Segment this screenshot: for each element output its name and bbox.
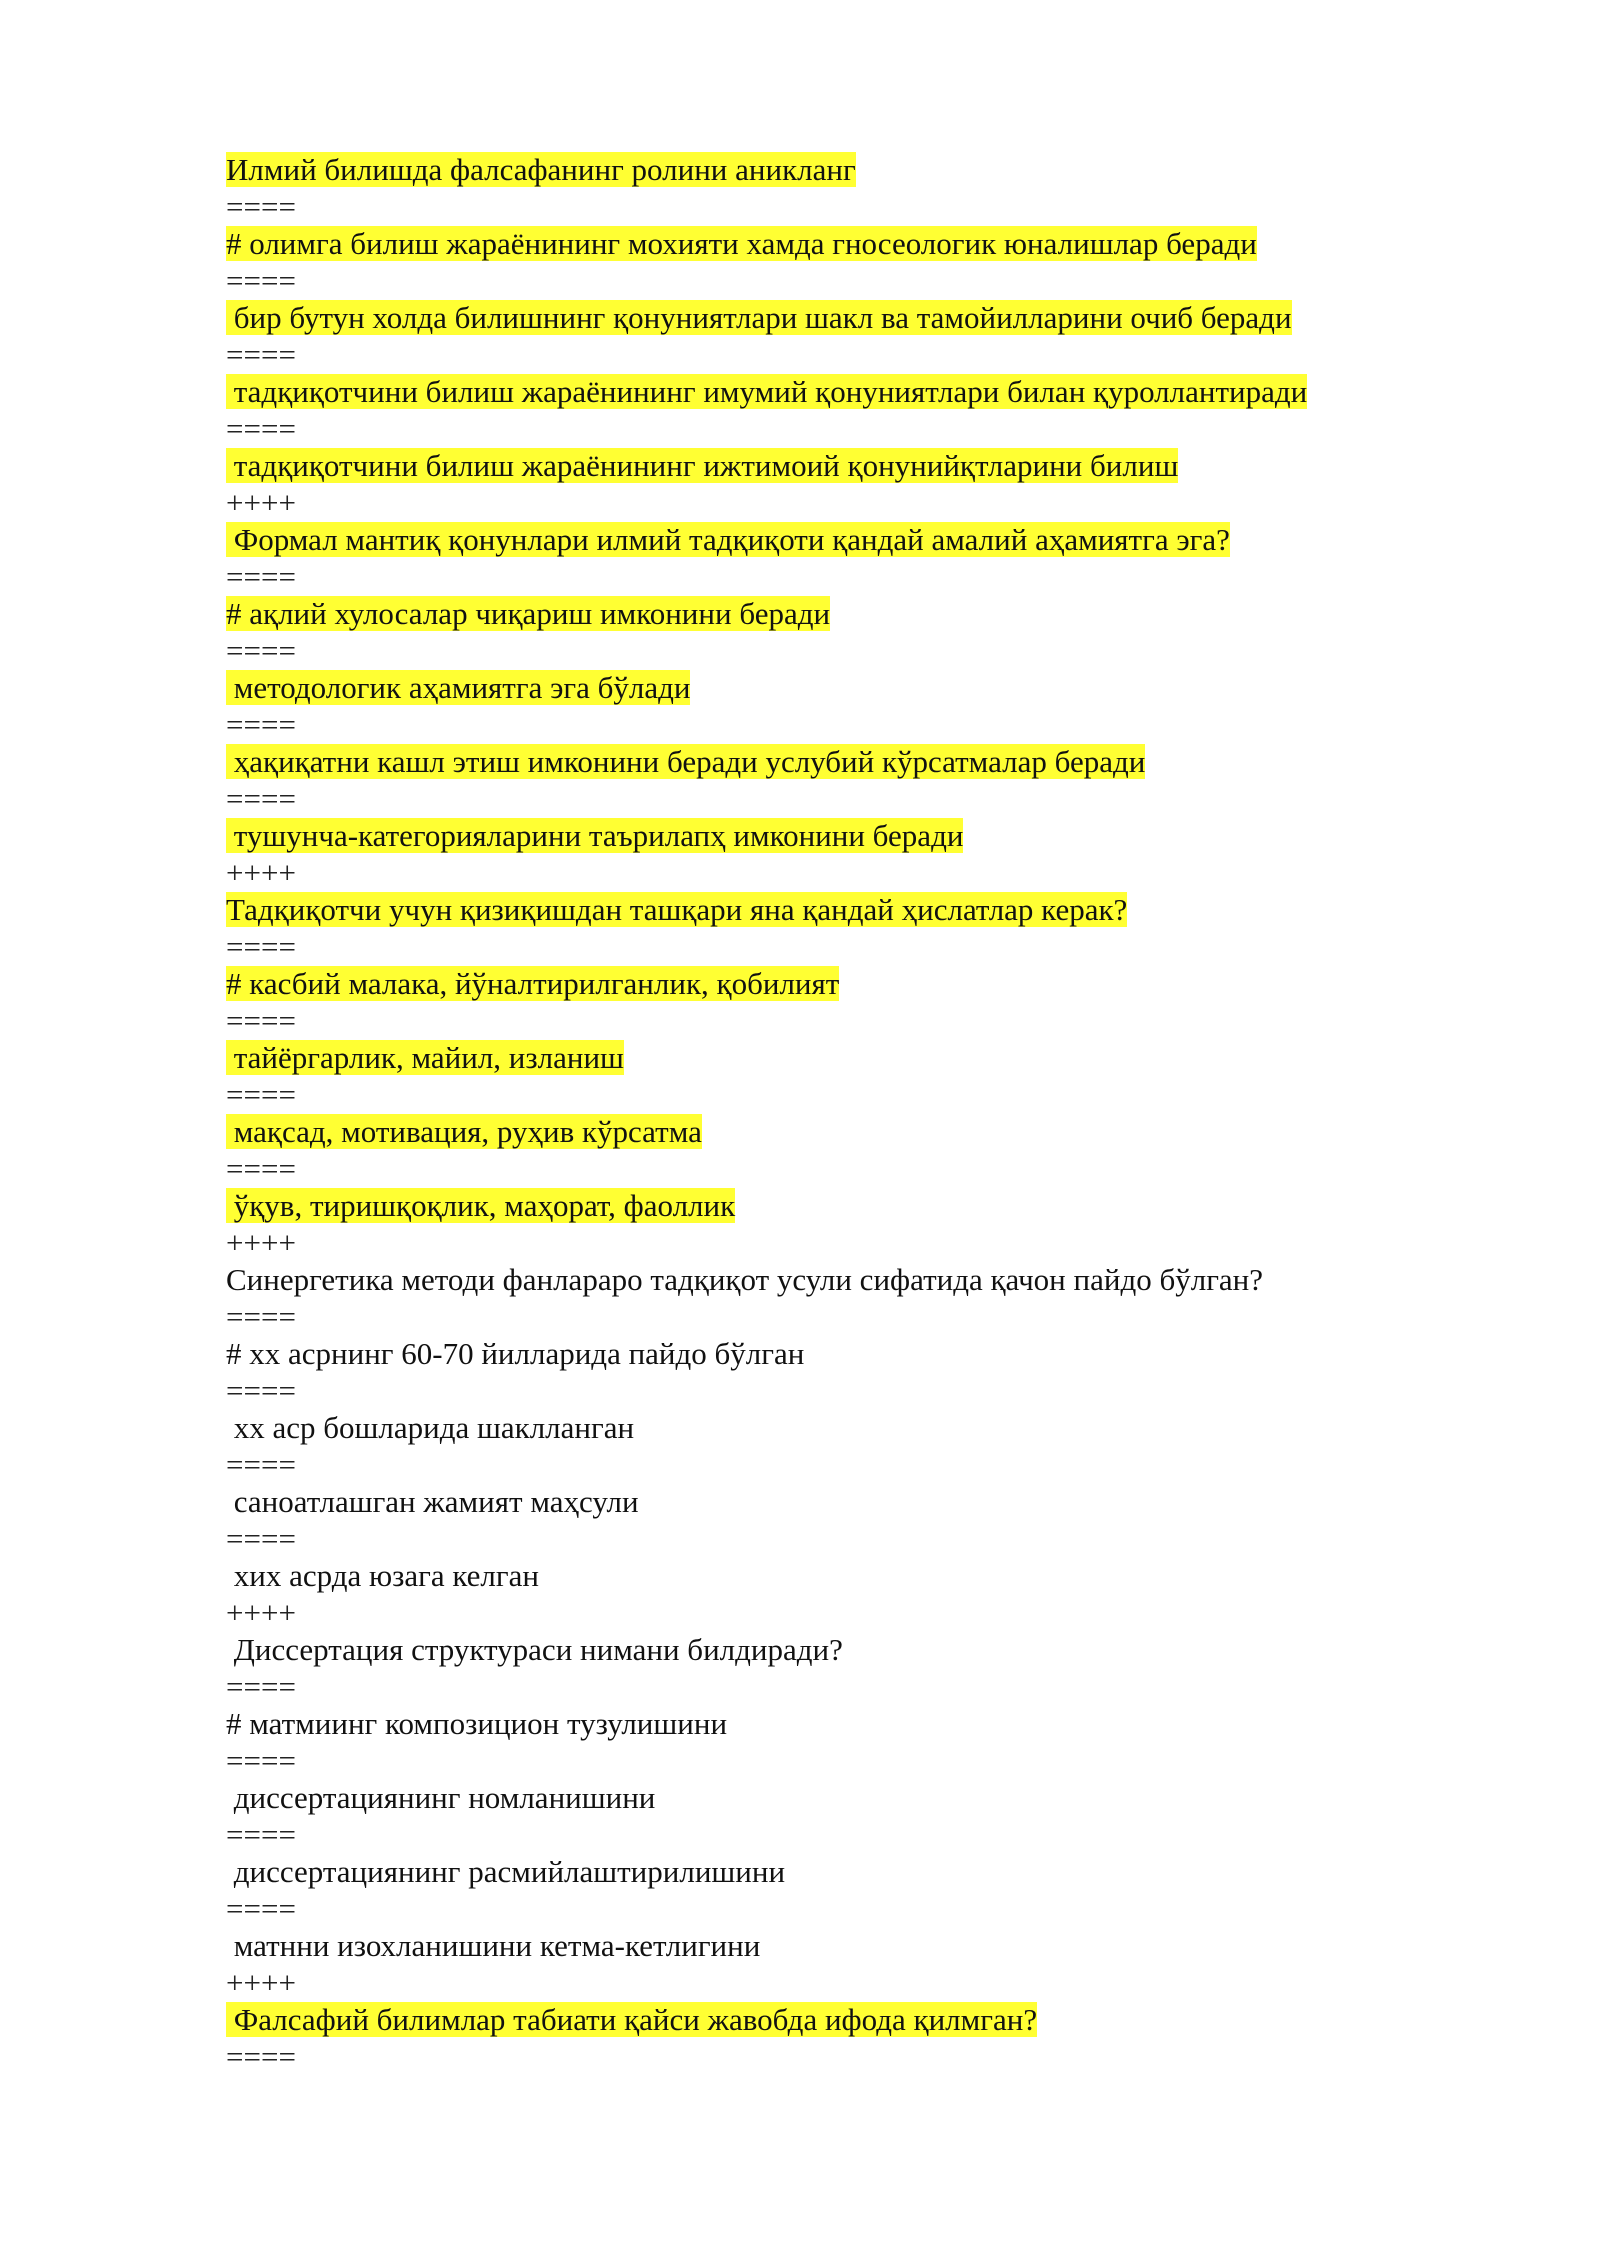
line-text: ҳақиқатни кашл этиш имконини беради услубий кўрсатмалар беради	[226, 744, 1146, 779]
line-text: Синергетика методи фанлараро тадқиқот усули сифатида қачон пайдо бўлган?	[226, 1262, 1264, 1297]
text-line	[226, 1927, 1426, 1964]
separator-line	[226, 1816, 1426, 1853]
text-line	[226, 521, 1426, 558]
separator-text: ====	[226, 1299, 296, 1334]
text-line	[226, 1853, 1426, 1890]
text-line	[226, 373, 1426, 410]
separator-line	[226, 262, 1426, 299]
separator-line	[226, 1076, 1426, 1113]
text-line	[226, 965, 1426, 1002]
separator-line	[226, 1668, 1426, 1705]
separator-text: ====	[226, 1447, 296, 1482]
line-text: Тадқиқотчи учун қизиқишдан ташқари яна қандай ҳислатлар керак?	[226, 892, 1128, 927]
text-line	[226, 1039, 1426, 1076]
separator-line	[226, 188, 1426, 225]
line-text: бир бутун холда билишнинг қонуниятлари шакл ва тамойилларини очиб беради	[226, 300, 1292, 335]
line-text: хих асрда юзага келган	[226, 1558, 539, 1593]
separator-line	[226, 336, 1426, 373]
line-text: ўқув, тиришқоқлик, маҳорат, фаоллик	[226, 1188, 736, 1223]
separator-line	[226, 632, 1426, 669]
text-line	[226, 891, 1426, 928]
separator-line	[226, 928, 1426, 965]
separator-line	[226, 484, 1426, 521]
separator-text: ====	[226, 781, 296, 816]
separator-line	[226, 1372, 1426, 1409]
line-text: тадқиқотчини билиш жараёнининг ижтимоий қонунийқтларини билиш	[226, 448, 1179, 483]
text-line	[226, 225, 1426, 262]
separator-text: ====	[226, 633, 296, 668]
text-line	[226, 447, 1426, 484]
separator-text: ====	[226, 337, 296, 372]
text-line	[226, 595, 1426, 632]
separator-text: ====	[226, 1669, 296, 1704]
text-line	[226, 743, 1426, 780]
separator-text: ====	[226, 1151, 296, 1186]
text-line	[226, 817, 1426, 854]
text-line	[226, 151, 1426, 188]
separator-text: ++++	[226, 1965, 296, 2000]
line-text: Фалсафий билимлар табиати қайси жавобда ифода қилмган?	[226, 2002, 1038, 2037]
separator-line	[226, 1002, 1426, 1039]
separator-text: ====	[226, 1891, 296, 1926]
text-line	[226, 1631, 1426, 1668]
separator-text: ====	[226, 263, 296, 298]
text-line	[226, 1335, 1426, 1372]
separator-line	[226, 854, 1426, 891]
separator-line	[226, 1224, 1426, 1261]
line-text: мақсад, мотивация, руҳив кўрсатма	[226, 1114, 702, 1149]
line-text: # ақлий хулосалар чиқариш имконини беради	[226, 596, 831, 631]
separator-line	[226, 1742, 1426, 1779]
text-line	[226, 1187, 1426, 1224]
separator-text: ====	[226, 1373, 296, 1408]
separator-line	[226, 1594, 1426, 1631]
document-body	[226, 151, 1426, 2075]
separator-line	[226, 558, 1426, 595]
line-text: матнни изохланишини кетма-кетлигини	[226, 1928, 761, 1963]
line-text: тушунча-категорияларини таърилапҳ имконини беради	[226, 818, 964, 853]
separator-line	[226, 1298, 1426, 1335]
text-line	[226, 2001, 1426, 2038]
separator-line	[226, 780, 1426, 817]
text-line	[226, 1557, 1426, 1594]
line-text: Формал мантиқ қонунлари илмий тадқиқоти қандай амалий аҳамиятга эга?	[226, 522, 1230, 557]
line-text: диссертациянинг расмийлаштирилишини	[226, 1854, 786, 1889]
line-text: саноатлашган жамият маҳсули	[226, 1484, 639, 1519]
line-text: тайёргарлик, майил, изланиш	[226, 1040, 624, 1075]
line-text: Илмий билишда фалсафанинг ролини аникланг	[226, 152, 856, 187]
separator-line	[226, 1890, 1426, 1927]
text-line	[226, 1113, 1426, 1150]
separator-line	[226, 1446, 1426, 1483]
separator-text: ====	[226, 929, 296, 964]
separator-text: ====	[226, 189, 296, 224]
separator-text: ====	[226, 1521, 296, 1556]
separator-line	[226, 1150, 1426, 1187]
line-text: хх аср бошларида шаклланган	[226, 1410, 635, 1445]
text-line	[226, 299, 1426, 336]
separator-text: ====	[226, 1003, 296, 1038]
separator-text: ====	[226, 707, 296, 742]
line-text: методологик аҳамиятга эга бўлади	[226, 670, 691, 705]
separator-line	[226, 1520, 1426, 1557]
separator-text: ====	[226, 1817, 296, 1852]
line-text: Диссертация структураси нимани билдиради?	[226, 1632, 843, 1667]
text-line	[226, 1779, 1426, 1816]
line-text: тадқиқотчини билиш жараёнининг имумий қонуниятлари билан қуроллантиради	[226, 374, 1308, 409]
line-text: диссертациянинг номланишини	[226, 1780, 656, 1815]
separator-text: ====	[226, 1077, 296, 1112]
separator-text: ====	[226, 559, 296, 594]
separator-line	[226, 1964, 1426, 2001]
separator-text: ++++	[226, 855, 296, 890]
line-text: # матмиинг композицион тузулишини	[226, 1706, 728, 1741]
separator-text: ++++	[226, 1225, 296, 1260]
text-line	[226, 669, 1426, 706]
separator-text: ++++	[226, 485, 296, 520]
separator-line	[226, 410, 1426, 447]
line-text: # олимга билиш жараёнининг мохияти хамда гносеологик юналишлар беради	[226, 226, 1257, 261]
separator-text: ====	[226, 1743, 296, 1778]
text-line	[226, 1705, 1426, 1742]
separator-line	[226, 706, 1426, 743]
line-text: # хх асрнинг 60-70 йилларида пайдо бўлган	[226, 1336, 805, 1371]
text-line	[226, 1409, 1426, 1446]
line-text: # касбий малака, йўналтирилганлик, қобилият	[226, 966, 840, 1001]
text-line	[226, 1261, 1426, 1298]
separator-text: ++++	[226, 1595, 296, 1630]
separator-text: ====	[226, 2039, 296, 2074]
separator-text: ====	[226, 411, 296, 446]
text-line	[226, 1483, 1426, 1520]
separator-line	[226, 2038, 1426, 2075]
